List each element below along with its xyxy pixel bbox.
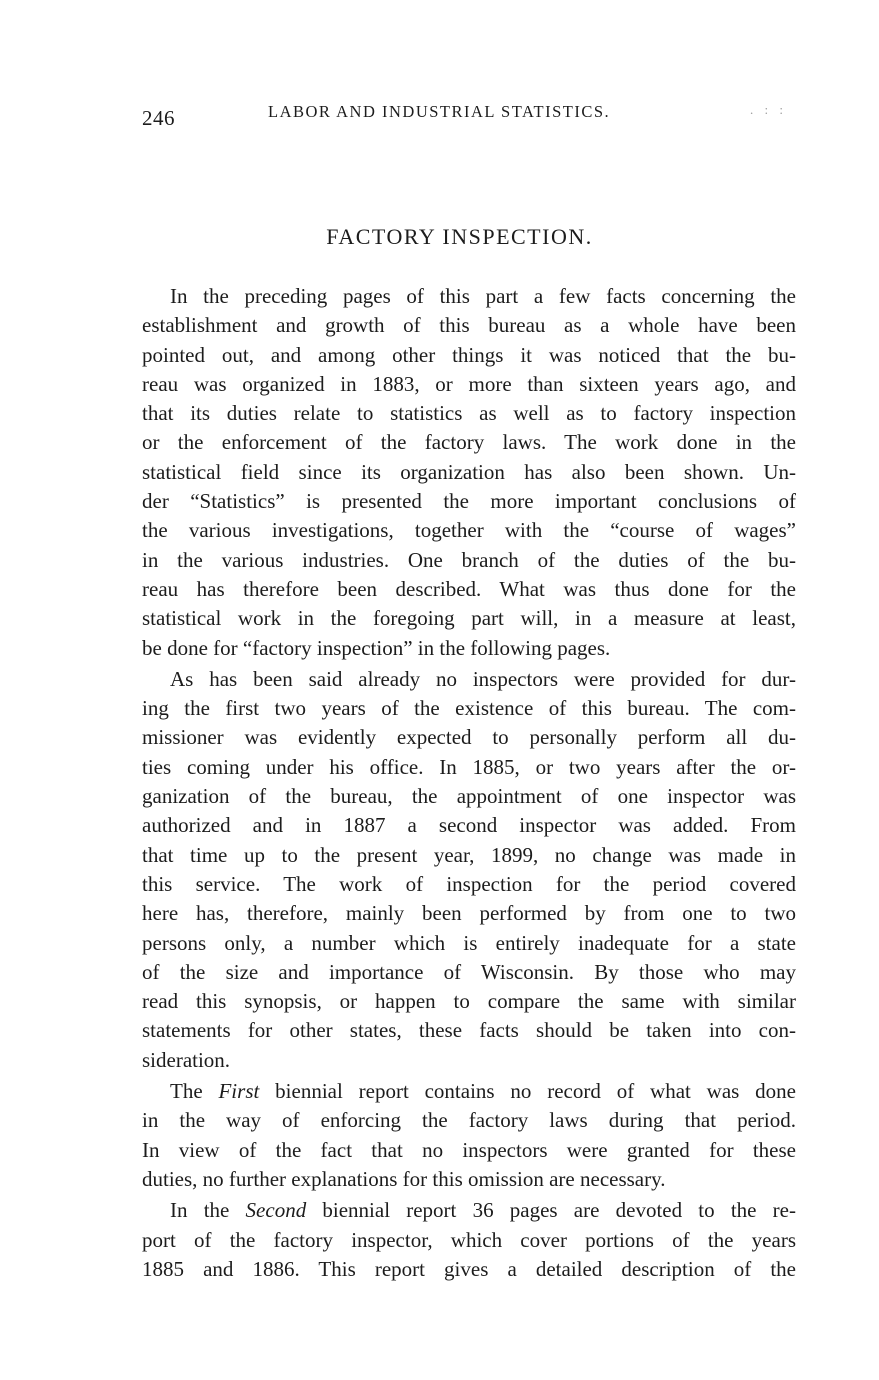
section-title: FACTORY INSPECTION. <box>326 224 593 249</box>
text-line: be done for “factory inspection” in the following pages. <box>142 635 611 660</box>
text-line: In the preceding pages of this part a few facts concerning the <box>170 284 796 308</box>
text-line: or the enforcement of the factory laws. The work done in the <box>142 430 796 455</box>
text-line: the various investigations, together with the “course of wages” <box>142 518 796 543</box>
text-run: In the <box>170 1198 246 1223</box>
page-number: 246 <box>142 106 175 130</box>
paragraph-1 <box>142 282 796 663</box>
text-line: read this synopsis, or happen to compare the same with similar <box>142 989 796 1014</box>
body-text <box>142 282 796 1284</box>
text-line: statements for other states, these facts should be taken into con- <box>142 1018 796 1043</box>
text-line: pointed out, and among other things it was noticed that the bu- <box>142 342 796 367</box>
running-head-title: LABOR AND INDUSTRIAL STATISTICS. <box>268 102 611 121</box>
text-line: port of the factory inspector, which cover portions of the years <box>142 1227 796 1252</box>
text-line: persons only, a number which is entirely inadequate for a state <box>142 930 796 955</box>
paragraph-4 <box>142 1196 796 1284</box>
text-line: statistical field since its organization has also been shown. Un- <box>142 459 796 484</box>
text-line: der “Statistics” is presented the more important conclusions of <box>142 489 796 514</box>
text-line-with-italic <box>142 1196 796 1225</box>
text-run: biennial report contains no record of what was done <box>259 1079 796 1104</box>
text-line: 1885 and 1886. This report gives a detailed description of the <box>142 1256 796 1281</box>
italic-term: Second <box>245 1198 307 1223</box>
text-run: biennial report 36 pages are devoted to the re- <box>306 1198 796 1223</box>
text-line: missioner was evidently expected to personally perform all du- <box>142 725 796 750</box>
text-line-with-italic <box>142 1077 796 1106</box>
paragraph-3 <box>142 1077 796 1194</box>
text-line: of the size and importance of Wisconsin. By those who may <box>142 959 796 984</box>
text-line: in the various industries. One branch of the duties of the bu- <box>142 547 796 572</box>
text-line: that its duties relate to statistics as well as to factory inspection <box>142 401 796 426</box>
text-line: duties, no further explanations for this omission are necessary. <box>142 1166 666 1191</box>
stray-ink-marks: . : : <box>750 102 787 117</box>
text-line: establishment and growth of this bureau as a whole have been <box>142 313 796 338</box>
text-line: this service. The work of inspection for the period covered <box>142 871 796 896</box>
text-line: that time up to the present year, 1899, no change was made in <box>142 842 796 867</box>
text-line: here has, therefore, mainly been performed by from one to two <box>142 901 796 926</box>
text-line: As has been said already no inspectors were provided for dur- <box>170 666 796 691</box>
text-line: reau was organized in 1883, or more than sixteen years ago, and <box>142 371 796 396</box>
text-run: The <box>170 1079 219 1104</box>
paragraph-2 <box>142 665 796 1075</box>
text-line: authorized and in 1887 a second inspector was added. From <box>142 813 796 838</box>
text-line: in the way of enforcing the factory laws during that period. <box>142 1108 796 1133</box>
italic-term: First <box>218 1079 260 1104</box>
text-line: reau has therefore been described. What was thus done for the <box>142 576 796 601</box>
text-line: In view of the fact that no inspectors were granted for these <box>142 1137 796 1162</box>
running-head <box>142 100 802 130</box>
text-line: sideration. <box>142 1047 231 1072</box>
text-line: ties coming under his office. In 1885, or two years after the or- <box>142 754 796 779</box>
text-line: ing the first two years of the existence of this bureau. The com- <box>142 696 796 721</box>
text-line: ganization of the bureau, the appointment of one inspector was <box>142 784 796 809</box>
text-line: statistical work in the foregoing part will, in a measure at least, <box>142 606 796 631</box>
